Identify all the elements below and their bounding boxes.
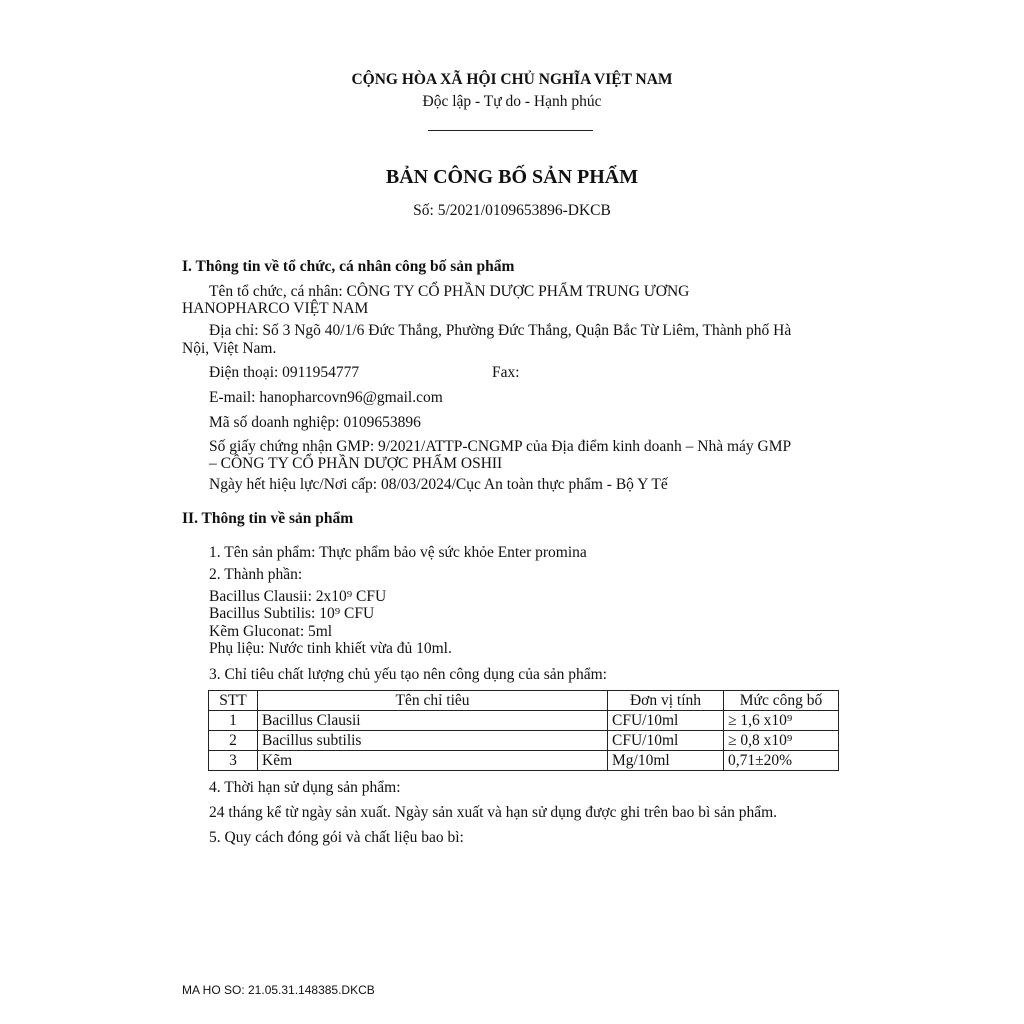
table-row: [209, 731, 839, 751]
table-cell: ≥ 0,8 x10⁹: [724, 731, 839, 751]
ingredient-item: Kẽm Gluconat: 5ml: [209, 623, 333, 640]
table-cell: Bacillus Clausii: [258, 711, 608, 731]
quality-label: 3. Chỉ tiêu chất lượng chủ yếu tạo nên công dụng của sản phẩm:: [209, 666, 607, 683]
phone-field: Điện thoại: 0911954777: [209, 364, 360, 381]
section2-heading: II. Thông tin về sản phẩm: [182, 510, 354, 527]
table-cell: 1: [209, 711, 258, 731]
quality-spec-table: [208, 690, 839, 771]
ingredients-label: 2. Thành phần:: [209, 566, 303, 583]
table-row: [209, 751, 839, 771]
tax-code-field: Mã số doanh nghiệp: 0109653896: [209, 414, 421, 431]
address-line1: Địa chỉ: Số 3 Ngõ 40/1/6 Đức Thắng, Phường Đức Thắng, Quận Bắc Từ Liêm, Thành phố Hà: [209, 322, 792, 339]
table-cell: Bacillus subtilis: [258, 731, 608, 751]
table-header-row: [209, 691, 839, 711]
org-name-line1: Tên tổ chức, cá nhân: CÔNG TY CỔ PHẦN DƯỢC PHẨM TRUNG ƯƠNG: [209, 283, 690, 300]
shelf-life-text: 24 tháng kể từ ngày sản xuất. Ngày sản xuất và hạn sử dụng được ghi trên bao bì sản phẩm.: [209, 804, 778, 821]
fax-field: Fax:: [492, 364, 520, 381]
org-name-line2: HANOPHARCO VIỆT NAM: [182, 300, 369, 317]
motto: Độc lập - Tự do - Hạnh phúc: [422, 93, 602, 110]
packaging-label: 5. Quy cách đóng gói và chất liệu bao bì:: [209, 829, 464, 846]
table-cell: 2: [209, 731, 258, 751]
gmp-line1: Số giấy chứng nhận GMP: 9/2021/ATTP-CNGMP của Địa điểm kinh doanh – Nhà máy GMP: [209, 438, 792, 455]
table-cell: Mg/10ml: [608, 751, 724, 771]
header-divider: [428, 130, 593, 131]
document-number: Số: 5/2021/0109653896-DKCB: [413, 202, 611, 219]
email-field: E-mail: hanopharcovn96@gmail.com: [209, 389, 443, 406]
table-header-cell: Đơn vị tính: [608, 691, 724, 711]
table-cell: 0,71±20%: [724, 751, 839, 771]
ingredient-item: Bacillus Subtilis: 10⁹ CFU: [209, 605, 375, 622]
ingredient-item: Bacillus Clausii: 2x10⁹ CFU: [209, 588, 387, 605]
table-cell: CFU/10ml: [608, 731, 724, 751]
validity-field: Ngày hết hiệu lực/Nơi cấp: 08/03/2024/Cục An toàn thực phẩm - Bộ Y Tế: [209, 476, 668, 493]
table-cell: CFU/10ml: [608, 711, 724, 731]
product-name: 1. Tên sản phẩm: Thực phẩm bảo vệ sức khỏe Enter promina: [209, 544, 587, 561]
dossier-code: MA HO SO: 21.05.31.148385.DKCB: [182, 983, 375, 997]
gmp-line2: – CÔNG TY CỔ PHẦN DƯỢC PHẨM OSHII: [209, 455, 503, 472]
table-cell: 3: [209, 751, 258, 771]
section1-heading: I. Thông tin về tổ chức, cá nhân công bố sản phẩm: [182, 258, 515, 275]
table-header-cell: STT: [209, 691, 258, 711]
table-cell: ≥ 1,6 x10⁹: [724, 711, 839, 731]
ingredient-item: Phụ liệu: Nước tinh khiết vừa đủ 10ml.: [209, 640, 452, 657]
nation-heading: CỘNG HÒA XÃ HỘI CHỦ NGHĨA VIỆT NAM: [351, 71, 673, 88]
table-row: [209, 711, 839, 731]
table-cell: Kẽm: [258, 751, 608, 771]
table-header-cell: Mức công bố: [724, 691, 839, 711]
address-line2: Nội, Việt Nam.: [182, 340, 277, 357]
table-header-cell: Tên chỉ tiêu: [258, 691, 608, 711]
shelf-life-label: 4. Thời hạn sử dụng sản phẩm:: [209, 779, 401, 796]
document-title: BẢN CÔNG BỐ SẢN PHẨM: [385, 166, 639, 188]
